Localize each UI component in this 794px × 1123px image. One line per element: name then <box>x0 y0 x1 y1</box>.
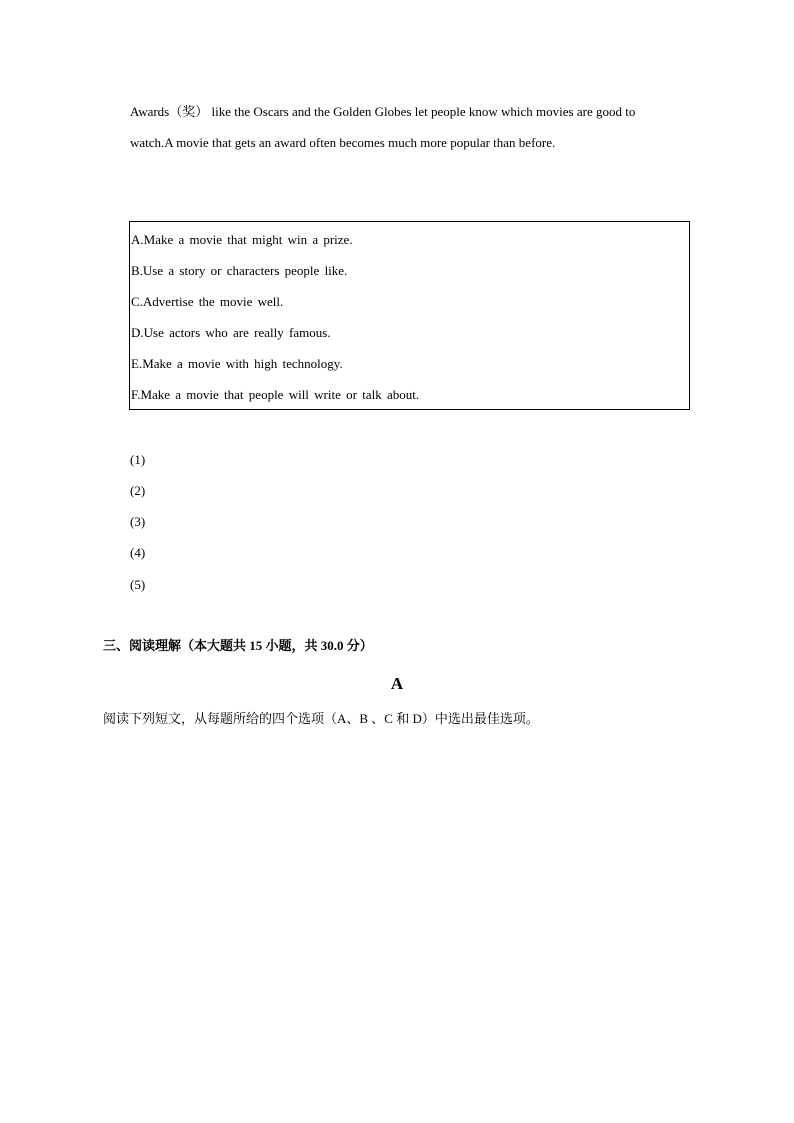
option-b: B.Use a story or characters people like. <box>131 263 348 278</box>
answer-blank-2: (2) <box>130 483 146 498</box>
section-title: 三、阅读理解（本大题共 15 小题，共 30.0 分） <box>103 638 373 653</box>
answer-blank-1: (1) <box>130 452 146 467</box>
option-c: C.Advertise the movie well. <box>131 294 284 309</box>
option-a: A.Make a movie that might win a prize. <box>131 232 353 247</box>
option-f: F.Make a movie that people will write or talk about. <box>131 387 420 402</box>
part-heading: A <box>390 674 404 693</box>
options-box <box>129 221 690 410</box>
passage-line-2: watch.A movie that gets an award often becomes much more popular than before. <box>130 135 556 150</box>
reading-instruction: 阅读下列短文，从每题所给的四个选项（A、B 、C 和 D）中选出最佳选项。 <box>103 711 539 726</box>
option-e: E.Make a movie with high technology. <box>131 356 343 371</box>
answer-blank-5: (5) <box>130 577 146 592</box>
option-d: D.Use actors who are really famous. <box>131 325 331 340</box>
answer-blank-3: (3) <box>130 514 146 529</box>
passage-line-1: Awards（奖） like the Oscars and the Golden Globes let people know which movies are good to <box>130 104 636 119</box>
answer-blank-4: (4) <box>130 545 146 560</box>
